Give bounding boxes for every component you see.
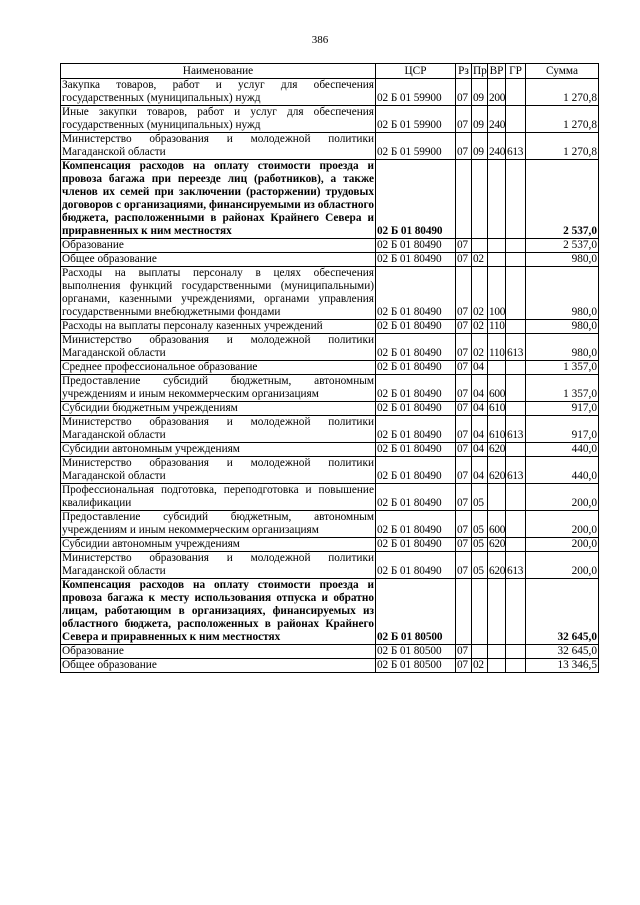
row-pr: 02 [472,659,488,673]
table-row [61,320,599,334]
row-csr: 02 Б 01 80490 [376,552,456,579]
row-vr: 620 [488,457,506,484]
row-pr: 04 [472,443,488,457]
row-rz: 07 [456,402,472,416]
row-csr: 02 Б 01 59900 [376,133,456,160]
row-csr: 02 Б 01 80490 [376,160,456,239]
header-name: Наименование [61,64,376,79]
row-sum: 980,0 [526,267,599,320]
row-pr: 05 [472,538,488,552]
table-row [61,79,599,106]
row-rz: 07 [456,334,472,361]
row-gr: 613 [506,416,526,443]
row-csr: 02 Б 01 80490 [376,320,456,334]
row-gr [506,79,526,106]
row-csr: 02 Б 01 80490 [376,375,456,402]
row-gr [506,484,526,511]
table-row [61,552,599,579]
header-sum: Сумма [526,64,599,79]
row-sum: 200,0 [526,538,599,552]
table-row [61,402,599,416]
table-row [61,579,599,645]
row-sum: 980,0 [526,320,599,334]
row-pr: 02 [472,267,488,320]
row-csr: 02 Б 01 80490 [376,538,456,552]
row-vr: 200 [488,79,506,106]
row-sum: 200,0 [526,484,599,511]
row-rz: 07 [456,239,472,253]
row-gr [506,645,526,659]
row-gr: 613 [506,133,526,160]
row-sum: 13 346,5 [526,659,599,673]
row-pr: 04 [472,375,488,402]
row-name: Министерство образования и молодежной политики Магаданской области [62,334,374,359]
row-pr: 02 [472,320,488,334]
row-vr: 100 [488,267,506,320]
row-gr [506,659,526,673]
row-pr: 02 [472,334,488,361]
row-name: Министерство образования и молодежной политики Магаданской области [62,457,374,482]
header-rz: Рз [456,64,472,79]
row-gr [506,538,526,552]
row-vr: 620 [489,538,506,550]
row-vr: 610 [489,402,506,414]
row-sum: 440,0 [526,443,599,457]
row-rz [456,579,472,645]
row-csr: 02 Б 01 80490 [376,484,456,511]
row-pr: 04 [472,416,488,443]
row-csr: 02 Б 01 80490 [376,253,456,267]
row-vr: 600 [488,375,506,402]
row-gr [506,267,526,320]
row-name: Министерство образования и молодежной политики Магаданской области [62,133,374,158]
table-row [61,106,599,133]
row-gr [506,253,526,267]
table-row [61,361,599,375]
row-pr: 04 [472,457,488,484]
table-row [61,160,599,239]
row-rz: 07 [456,267,472,320]
row-csr: 02 Б 01 80500 [376,579,456,645]
row-rz: 07 [456,645,472,659]
row-pr [472,239,488,253]
page-number: 386 [311,34,329,46]
row-gr [506,361,526,375]
row-rz: 07 [456,457,472,484]
row-pr: 05 [472,484,488,511]
row-name: Общее образование [61,253,376,267]
row-vr: 610 [488,416,506,443]
row-csr: 02 Б 01 80490 [376,239,456,253]
row-gr [506,320,526,334]
row-rz: 07 [456,659,472,673]
row-sum: 917,0 [526,416,599,443]
row-vr [488,239,506,253]
row-sum: 1 270,8 [526,133,599,160]
row-name: Субсидии автономным учреждениям [61,443,376,457]
row-sum: 917,0 [526,402,599,416]
row-csr: 02 Б 01 80490 [376,334,456,361]
row-sum: 1 357,0 [526,375,599,402]
header-csr: ЦСР [376,64,456,79]
row-csr: 02 Б 01 80490 [376,457,456,484]
row-gr: 613 [506,457,526,484]
row-vr: 110 [488,334,506,361]
header-gr: ГР [506,64,526,79]
row-sum: 32 645,0 [526,645,599,659]
row-vr [488,361,506,375]
row-rz: 07 [456,375,472,402]
row-name: Предоставление субсидий бюджетным, автономным учреждениям и иным некоммерческим организациям [62,511,374,536]
row-name: Компенсация расходов на оплату стоимости проезда и провоза багажа к месту использования отпуска и обратно лицам, работающим в организациях, финансируемых из областного бюджета, расположенных в районах Крайнего Севера и приравненных к ним местностях [62,579,374,643]
row-pr: 09 [472,79,488,106]
row-pr: 09 [472,106,488,133]
row-csr: 02 Б 01 59900 [376,106,456,133]
row-name: Компенсация расходов на оплату стоимости проезда и провоза багажа при переезде лиц (работников), а также членов их семей при заключении (расторжении) трудовых договоров с организациями, финансируемыми из областного бюджета, расположенными в районах Крайнего Севера и приравненных к ним местностях [62,160,374,237]
row-sum: 32 645,0 [526,579,599,645]
table-row [61,133,599,160]
row-gr: 613 [506,552,526,579]
row-name: Профессиональная подготовка, переподготовка и повышение квалификации [62,484,374,509]
row-rz: 07 [456,416,472,443]
row-name: Среднее профессиональное образование [61,361,376,375]
table-row [61,334,599,361]
row-gr [506,579,526,645]
header-pr: Пр [473,64,487,77]
row-name: Министерство образования и молодежной политики Магаданской области [62,416,374,441]
table-row [61,538,599,552]
row-gr [506,402,526,416]
row-vr [488,484,506,511]
row-rz: 07 [456,253,472,267]
row-vr: 240 [488,106,506,133]
row-sum: 980,0 [526,334,599,361]
row-gr [506,239,526,253]
row-name: Министерство образования и молодежной политики Магаданской области [62,552,374,577]
table-body [61,79,599,673]
row-csr: 02 Б 01 80490 [376,267,456,320]
row-gr [506,443,526,457]
row-sum: 200,0 [526,511,599,538]
row-rz [456,160,472,239]
row-rz: 07 [456,538,472,552]
table-row [61,511,599,538]
table-row [61,443,599,457]
row-vr [488,659,506,673]
table-row [61,375,599,402]
row-rz: 07 [456,133,472,160]
table-row [61,484,599,511]
row-csr: 02 Б 01 59900 [376,79,456,106]
row-rz: 07 [456,552,472,579]
row-name: Образование [61,239,376,253]
row-name: Общее образование [61,659,376,673]
row-csr: 02 Б 01 80490 [376,416,456,443]
row-rz: 07 [456,79,472,106]
row-pr: 09 [472,133,488,160]
row-vr: 600 [488,511,506,538]
row-rz: 07 [456,484,472,511]
row-sum: 980,0 [526,253,599,267]
table-row [61,267,599,320]
row-pr: 02 [472,253,488,267]
row-rz: 07 [456,443,472,457]
row-gr [506,160,526,239]
row-rz: 07 [456,320,472,334]
row-pr: 04 [472,361,488,375]
row-sum: 2 537,0 [526,239,599,253]
table-header-row [61,64,599,79]
table-row [61,645,599,659]
row-pr: 04 [472,402,488,416]
table-row [61,416,599,443]
row-csr: 02 Б 01 80490 [376,402,456,416]
row-name: Расходы на выплаты персоналу казенных учреждений [61,320,376,334]
row-csr: 02 Б 01 80490 [376,511,456,538]
row-sum: 1 357,0 [526,361,599,375]
row-name: Субсидии автономным учреждениям [61,538,376,552]
row-sum: 1 270,8 [526,106,599,133]
row-csr: 02 Б 01 80490 [376,361,456,375]
table-row [61,457,599,484]
budget-table [60,63,599,673]
table-row [61,239,599,253]
row-vr: 620 [489,443,506,455]
row-name: Расходы на выплаты персоналу в целях обеспечения выполнения функций государственными (муниципальными) органами, казенными учреждениями, органами управления государственными внебюджетными фондами [62,267,374,318]
row-rz: 07 [456,511,472,538]
row-pr [472,579,488,645]
row-vr [488,645,506,659]
row-csr: 02 Б 01 80500 [376,659,456,673]
row-name: Предоставление субсидий бюджетным, автономным учреждениям и иным некоммерческим организациям [62,375,374,400]
header-vr: ВР [488,64,506,79]
row-csr: 02 Б 01 80500 [376,645,456,659]
row-name: Образование [61,645,376,659]
row-vr: 620 [488,552,506,579]
row-name: Субсидии бюджетным учреждениям [61,402,376,416]
row-vr [488,160,506,239]
row-csr: 02 Б 01 80490 [376,443,456,457]
table-row [61,253,599,267]
row-vr: 110 [489,320,505,332]
row-name: Закупка товаров, работ и услуг для обеспечения государственных (муниципальных) нужд [62,79,374,104]
row-gr [506,106,526,133]
row-gr: 613 [506,334,526,361]
row-pr: 05 [472,511,488,538]
row-vr [488,253,506,267]
row-rz: 07 [456,361,472,375]
row-pr [472,160,488,239]
row-vr: 240 [488,133,506,160]
row-gr [506,511,526,538]
row-rz: 07 [456,106,472,133]
row-name: Иные закупки товаров, работ и услуг для обеспечения государственных (муниципальных) нужд [62,106,374,131]
row-pr: 05 [472,552,488,579]
row-sum: 200,0 [526,552,599,579]
row-sum: 2 537,0 [526,160,599,239]
row-sum: 440,0 [526,457,599,484]
row-vr [488,579,506,645]
row-sum: 1 270,8 [526,79,599,106]
row-gr [506,375,526,402]
table-row [61,659,599,673]
row-pr [472,645,488,659]
